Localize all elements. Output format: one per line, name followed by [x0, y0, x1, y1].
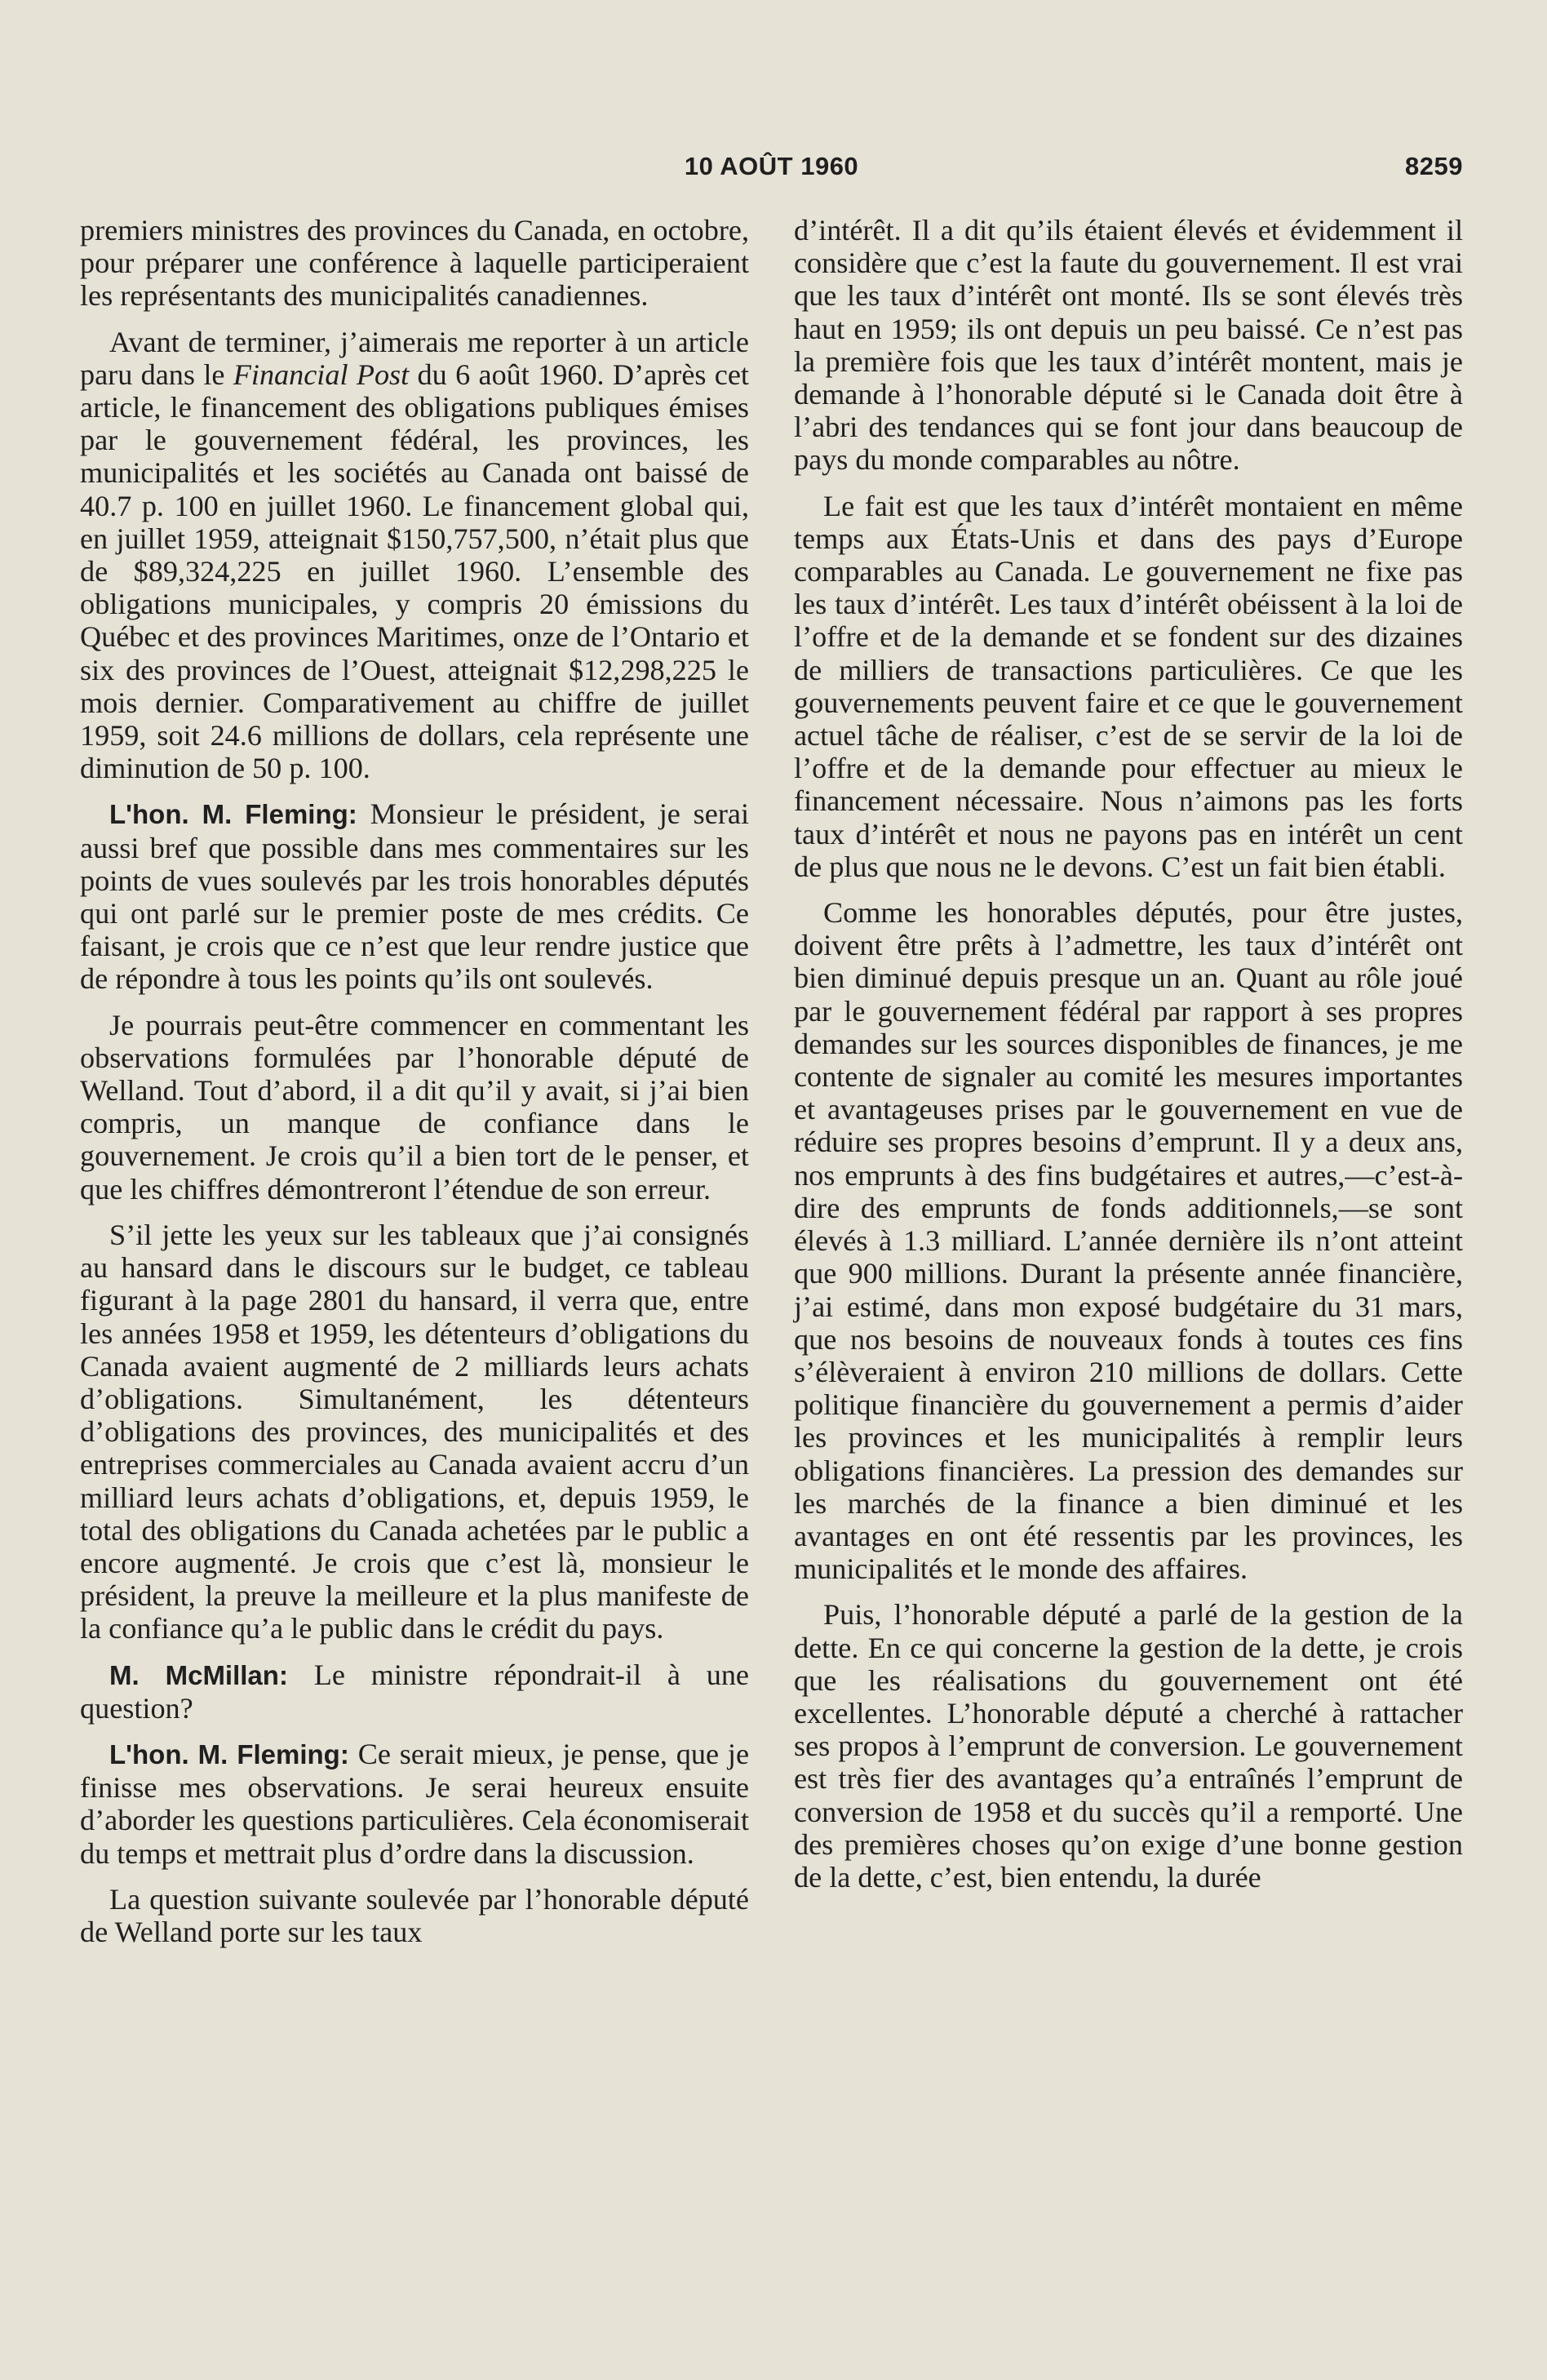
- paragraph: La question suivante soulevée par l’honorable député de Welland porte sur les taux: [80, 1882, 749, 1948]
- right-column: [794, 214, 1463, 1961]
- paragraph: S’il jette les yeux sur les tableaux que j’ai consignés au hansard dans le discours sur le budget, ce tableau figurant à la page 2801 du hansard, il verra que, entre les années 1958 et 1959, les détenteurs d’obligations du Canada avaient augmenté de 2 milliards leurs achats d’obligations. Simultanément, les détenteurs d’obligations des provinces, des municipalités et des entreprises commerciales au Canada avaient accru d’un milliard leurs achats d’obligations, et, depuis 1959, le total des obligations du Canada achetées par le public a encore augmenté. Je crois que c’est là, monsieur le président, la preuve la meilleure et la plus manifeste de la confiance qu’a le public dans le crédit du pays.: [80, 1218, 749, 1645]
- text-columns: [80, 214, 1463, 1961]
- speaker-name: M. McMillan:: [109, 1659, 288, 1690]
- paragraph: d’intérêt. Il a dit qu’ils étaient élevés et évidemment il considère que c’est la faute du gouvernement. Il est vrai que les taux d’intérêt ont monté. Ils se sont élevés très haut en 1959; ils ont depuis un peu baissé. Ce n’est pas la première fois que les taux d’intérêt montent, mais je demande à l’honorable député si le Canada doit être à l’abri des tendances qui se font jour dans beaucoup de pays du monde comparables au nôtre.: [794, 214, 1463, 477]
- paragraph: Puis, l’honorable député a parlé de la gestion de la dette. En ce qui concerne la gestion de la dette, je crois que les réalisations du gouvernement ont été excellentes. L’honorable député a cherché à rattacher ses propos à l’emprunt de conversion. Le gouvernement est très fier des avantages qu’a entraînés l’emprunt de conversion de 1958 et du succès qu’il a remporté. Une des premières choses qu’on exige d’une bonne gestion de la dette, c’est, bien entendu, la durée: [794, 1598, 1463, 1894]
- speech-text: Monsieur le président, je serai aussi bref que possible dans mes commentaires sur les points de vues soulevés par les trois honorables députés qui ont parlé sur le premier poste de mes crédits. Ce faisant, je crois que ce n’est que leur rendre justice que de répondre à tous les points qu’ils ont soulevés.: [80, 797, 749, 996]
- speech-paragraph: [80, 1738, 749, 1870]
- speaker-name: L'hon. M. Fleming:: [109, 799, 357, 830]
- speech-text: Le ministre répondrait-il à une question?: [80, 1658, 749, 1725]
- header-date: 10 AOÛT 1960: [684, 152, 859, 180]
- paragraph: Le fait est que les taux d’intérêt montaient en même temps aux États-Unis et dans des pays d’Europe comparables au Canada. Le gouvernement ne fixe pas les taux d’intérêt. Les taux d’intérêt obéissent à la loi de l’offre et de la demande et se fondent sur des dizaines de milliers de transactions particulières. Ce que les gouvernements peuvent faire et ce que le gouvernement actuel tâche de réaliser, c’est de se servir de la loi de l’offre et de la demande pour effectuer au mieux le financement nécessaire. Nous n’aimons pas les forts taux d’intérêt et nous ne payons pas en intérêt un cent de plus que nous ne le devons. C’est un fait bien établi.: [794, 489, 1463, 883]
- paragraph-text: Avant de terminer, j’aimerais me reporter à un article paru dans le: [80, 325, 749, 391]
- page-number: 8259: [1405, 152, 1463, 180]
- speech-text: Ce serait mieux, je pense, que je finisse mes observations. Je serai heureux ensuite d’aborder les questions particulières. Cela économiserait du temps et mettrait plus d’ordre dans la discussion.: [80, 1737, 750, 1870]
- paragraph: Je pourrais peut-être commencer en commentant les observations formulées par l’honorable député de Welland. Tout d’abord, il a dit qu’il y avait, si j’ai bien compris, un manque de confiance dans le gouvernement. Je crois qu’il a bien tort de le penser, et que les chiffres démontreront l’étendue de son erreur.: [80, 1008, 749, 1206]
- paragraph-text: du 6 août 1960. D’après cet article, le financement des obligations publiques émises par le gouvernement fédéral, les provinces, les municipalités et les sociétés au Canada ont baissé de 40.7 p. 100 en juillet 1960. Le financement global qui, en juillet 1959, atteignait $150,757,500, n’était plus que de $89,324,225 en juillet 1960. L’ensemble des obligations municipales, y compris 20 émissions du Québec et des provinces Maritimes, onze de l’Ontario et six des provinces de l’Ouest, atteignait $12,298,225 le mois dernier. Comparativement au chiffre de juillet 1959, soit 24.6 millions de dollars, cela représente une diminution de 50 p. 100.: [80, 357, 749, 785]
- speaker-name: L'hon. M. Fleming:: [109, 1738, 349, 1769]
- page-header: [80, 152, 1463, 184]
- paragraph: premiers ministres des provinces du Canada, en octobre, pour préparer une conférence à laquelle participeraient les représentants des municipalités canadiennes.: [80, 214, 749, 313]
- publication-title: Financial Post: [233, 357, 410, 391]
- speech-paragraph: [80, 1658, 749, 1725]
- paragraph: [80, 326, 749, 785]
- left-column: [80, 214, 749, 1961]
- speech-paragraph: [80, 797, 749, 995]
- paragraph: Comme les honorables députés, pour être justes, doivent être prêts à l’admettre, les taux d’intérêt ont bien diminué depuis presque un an. Quant au rôle joué par le gouvernement fédéral par rapport à ses propres demandes sur les sources disponibles de finances, je me contente de signaler au comité les mesures importantes et avantageuses prises par le gouvernement en vue de réduire ses propres besoins d’emprunt. Il y a deux ans, nos emprunts à des fins budgétaires et autres,—c’est-à-dire des emprunts de fonds additionnels,—se sont élevés à 1.3 milliard. L’année dernière ils n’ont atteint que 900 millions. Durant la présente année financière, j’ai estimé, dans mon exposé budgétaire du 31 mars, que nos besoins de nouveaux fonds à toutes ces fins s’élèveraient à environ 210 millions de dollars. Cette politique financière du gouvernement a permis d’aider les provinces et les municipalités à remplir leurs obligations financières. La pression des demandes sur les marchés de la finance a bien diminué et les avantages en ont été ressentis par les provinces, les municipalités et le monde des affaires.: [794, 896, 1463, 1586]
